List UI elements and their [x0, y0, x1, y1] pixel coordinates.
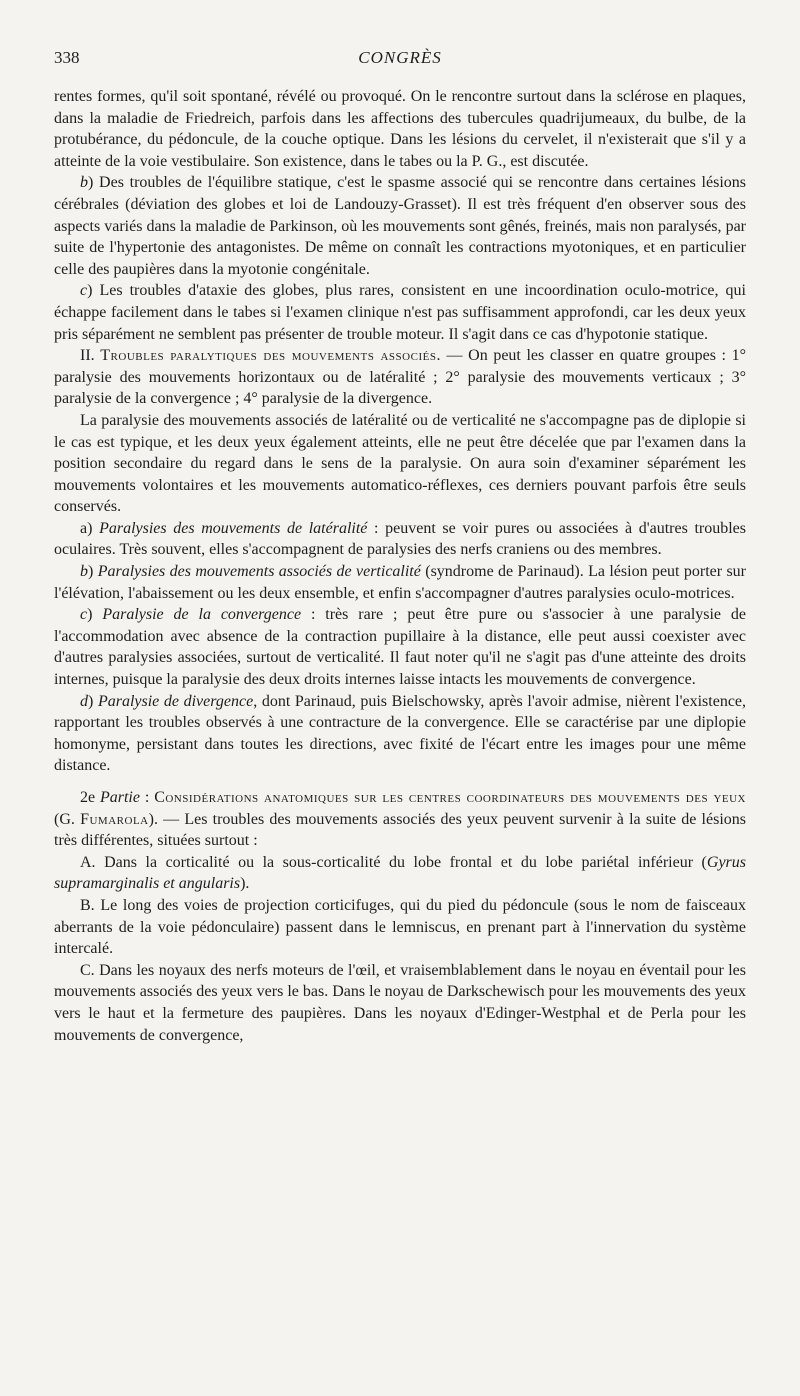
- paragraph: [54, 86, 746, 172]
- text-run: : peuvent se voir pures ou associées à d'autres troubles oculaires. Très souvent, elles s'accompagnent de paralysies des nerfs craniens ou des membres.: [54, 519, 746, 559]
- paragraph: [54, 172, 746, 280]
- paragraph: [54, 345, 746, 410]
- text-run: (G.: [54, 810, 81, 828]
- italic-run: Paralysie de la convergence: [102, 606, 302, 624]
- italic-run: b: [80, 174, 88, 192]
- paragraph: [54, 410, 746, 518]
- text-run: ).: [240, 875, 250, 893]
- text-run: II.: [80, 347, 101, 365]
- text-run: ): [87, 606, 103, 624]
- text-run: (syndrome de Parinaud). La lésion peut porter sur l'élévation, l'abaissement ou les deux ensemble, et enfin s'accompagner d'autres paralysies oculo-motrices.: [54, 563, 747, 602]
- paragraph: [54, 280, 746, 345]
- italic-run: d: [80, 692, 88, 710]
- text-run: , dont Parinaud, puis Bielschowsky, après l'avoir admise, nièrent l'existence, rapportant les troubles observés à une contracture de la convergence. Elle se caractérise par une diplopie homonyme, persistant dans toutes les directions, avec fixité de l'écart entre les images pour une même distance.: [54, 692, 747, 775]
- text-run: La paralysie des mouvements associés de latéralité ou de verticalité ne s'accompagne pas de diplopie si le cas est typique, et les deux yeux également atteints, elle ne peut être décelée que par l'examen dans la position secondaire du regard dans le sens de la paralysie. On aura soin d'examiner séparément les mouvements volontaires et les mouvements automatico-réflexes, ces derniers pouvant parfois être seuls conservés.: [54, 411, 746, 516]
- paragraph: [54, 895, 746, 960]
- italic-run: b: [80, 563, 88, 581]
- text-run: A. Dans la corticalité ou la sous-corticalité du lobe frontal et du lobe pariétal inférieur (: [80, 853, 707, 871]
- paragraph: [54, 691, 746, 777]
- text-run: :: [139, 789, 155, 806]
- paragraph: [54, 518, 746, 561]
- italic-run: Paralysies des mouvements de latéralité: [99, 519, 368, 537]
- small-caps-run: Considérations anatomiques sur les centres coordinateurs des mouvements des yeux: [154, 789, 746, 806]
- paragraph: [54, 852, 746, 895]
- text-run: C. Dans les noyaux des nerfs moteurs de l'œil, et vraisemblablement dans le noyau en éventail pour les mouvements associés des yeux vers le bas. Dans le noyau de Darkschewisch pour les mouvements des yeux vers le haut et la fermeture des paupières. Dans les noyaux d'Edinger-Westphal et de Perla pour les mouvements de convergence,: [54, 961, 746, 1044]
- body-text: [54, 86, 746, 1046]
- small-caps-run: Fumarola: [80, 810, 149, 828]
- text-run: 2e: [80, 789, 100, 806]
- paragraph: [54, 604, 746, 690]
- text-run: — On peut les classer en quatre groupes : 1° paralysie des mouvements horizontaux ou de latéralité ; 2° paralysie des mouvements verticaux ; 3° paralysie de la convergence ; 4° paralysie de la divergence.: [54, 347, 747, 408]
- page-number: 338: [54, 48, 80, 67]
- page-header: [54, 48, 746, 74]
- text-run: ): [88, 563, 98, 581]
- paragraph: [54, 561, 746, 604]
- text-run: a): [80, 519, 100, 537]
- text-run: B. Le long des voies de projection corticifuges, qui du pied du pédoncule (sous le nom de faisceaux aberrants de la voie pédonculaire) passent dans le lemniscus, en prenant part à l'innervation du système intercalé.: [54, 896, 746, 958]
- text-run: ) Les troubles d'ataxie des globes, plus rares, consistent en une incoordination oculo-motrice, qui échappe facilement dans le tabes si l'examen clinique n'est pas suffisamment approfondi, car les deux yeux pris séparément ne semblent pas présenter de trouble moteur. Il s'agit dans ce cas d'hypotonie statique.: [54, 282, 746, 343]
- text-run: ) Des troubles de l'équilibre statique, c'est le spasme associé qui se rencontre dans certaines lésions cérébrales (déviation des globes et loi de Landouzy-Grasset). Il est très fréquent d'en observer sous des aspects variés dans la maladie de Parkinson, où les mouvements sont gênés, freinés, mais non paralysés, par suite de l'hypertonie des antagonistes. De même on connaît les contractions myotoniques, et en particulier celle des paupières dans la myotonie congénitale.: [54, 174, 746, 278]
- text-run: : très rare ; peut être pure ou s'associer à une paralysie de l'accommodation avec absence de la contraction pupillaire à la distance, elle peut aussi coexister avec d'autres paralysies associées, surtout de verticalité. Il faut noter qu'il ne s'agit pas d'une atteinte des droits internes, puisque la paralysie des deux droits internes laisse intacts les mouvements de convergence.: [54, 606, 747, 689]
- italic-run: Paralysies des mouvements associés de verticalité: [97, 563, 421, 581]
- italic-run: Gyrus supramarginalis et angularis: [54, 853, 746, 893]
- text-run: ): [88, 692, 98, 710]
- small-caps-run: Troubles paralytiques des mouvements associés.: [100, 347, 441, 365]
- paragraph: [54, 960, 746, 1046]
- italic-run: c: [80, 282, 88, 300]
- running-title: CONGRÈS: [358, 48, 442, 67]
- italic-run: c: [80, 606, 88, 624]
- italic-run: Paralysie de divergence: [97, 692, 254, 710]
- text-run: ). — Les troubles des mouvements associés des yeux peuvent survenir à la suite de lésions très différentes, situées surtout :: [54, 810, 747, 850]
- text-run: rentes formes, qu'il soit spontané, révélé ou provoqué. On le rencontre surtout dans la sclérose en plaques, dans la maladie de Friedreich, parfois dans les affections des tubercules quadrijumeaux, du bulbe, de la protubérance, du pédoncule, de la couche optique. Dans les lésions du cervelet, il n'existerait que s'il y a atteinte de la voie vestibulaire. Son existence, dans le tabes ou la P. G., est discutée.: [54, 88, 746, 170]
- italic-run: Partie: [99, 789, 140, 806]
- paragraph: [54, 787, 746, 852]
